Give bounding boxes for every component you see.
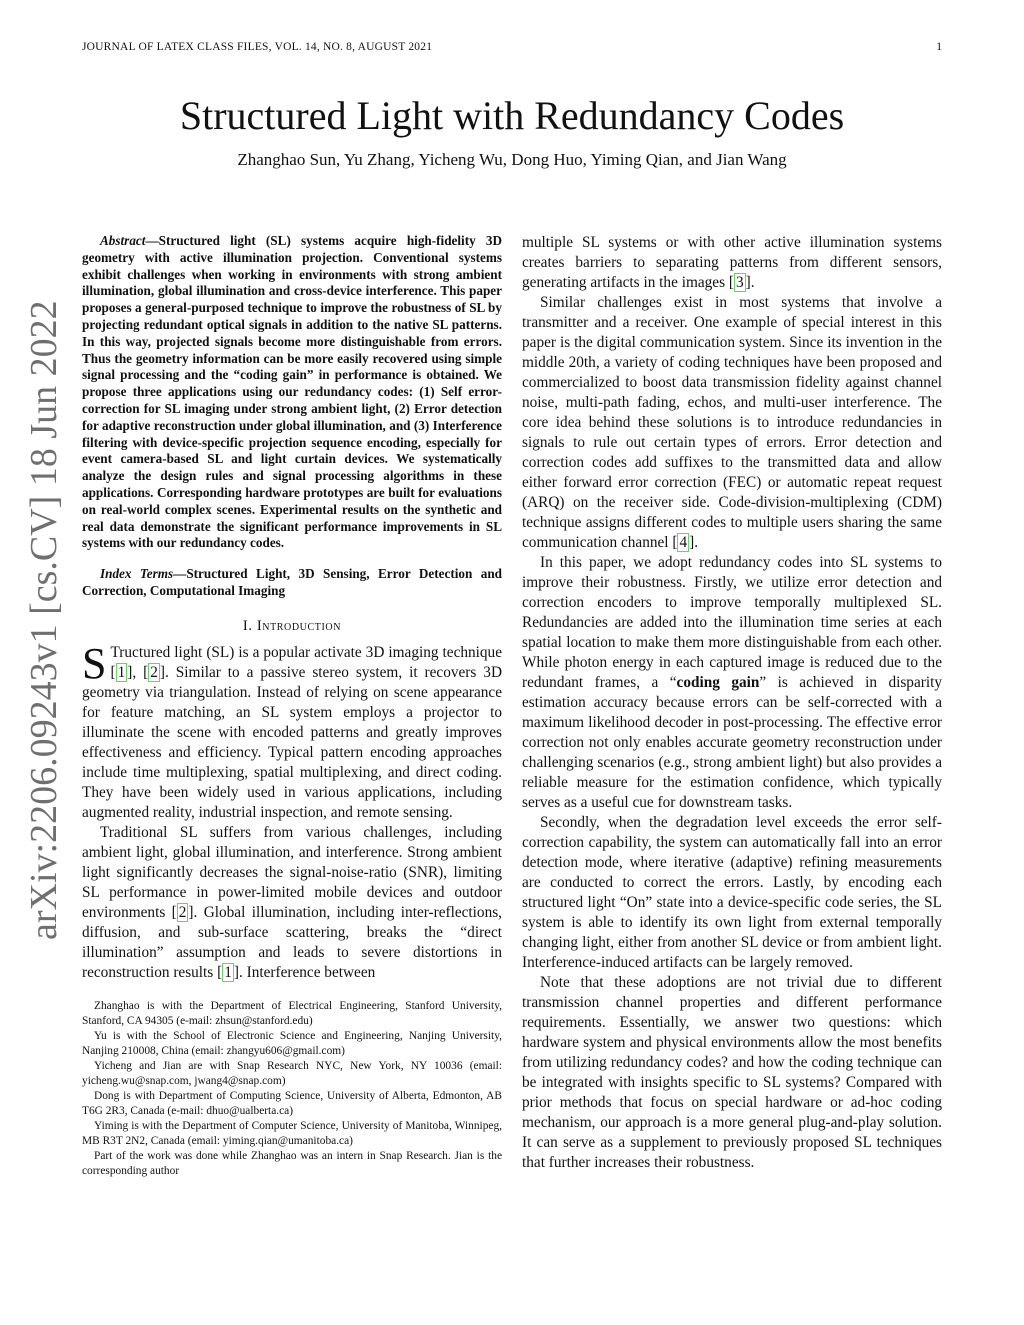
text-run: Tructured light (SL) is a popular activate 3D imaging technique [110, 643, 502, 661]
text-run: . Interference between [238, 963, 376, 981]
footnote: Zhanghao is with the Department of Electrical Engineering, Stanford University, Stanford, CA 94305 (e-mail: zhsun@stanford.edu) [82, 999, 502, 1027]
drop-cap: S [82, 638, 107, 688]
body-paragraph: Similar challenges exist in most systems that involve a transmitter and a receiver. One example of special interest in this paper is the digital communication system. Since its invention in the middle 20th, a variety of coding techniques have been proposed and commercialized to boost data transmission fidelity against channel noise, multi-path fading, echos, and multi-user interference. The core idea behind these solutions is to introduce redundancies in signals to rule out certain types of errors. Error detection and correction codes add suffixes to the transmitted data and allow either forward error correction (FEC) or automatic repeat request (ARQ) on the receiver side. Code-division-multiplexing (CDM) technique assigns different codes to multiple users sharing the same communication channel [ 4 ]. [522, 294, 942, 551]
author-list: Zhanghao Sun, Yu Zhang, Yicheng Wu, Dong Huo, Yiming Qian, and Jian Wang [237, 150, 787, 169]
intro-paragraph-2: Traditional SL suffers from various challenges, including ambient light, global illumination, and interference. Strong ambient light significantly decreases the signal-noise-ratio (SNR), limiting SL performance in power-limited mobile devices and outdoor environments [ 2 ]. Global illumination, including inter-reflections, diffusion, and sub-surface scattering, breaks the “direct illumination” assumption and leads to severe distortions in reconstruction results [ 1 ]. Interference between [82, 823, 503, 981]
running-header: JOURNAL OF LATEX CLASS FILES, VOL. 14, NO. 8, AUGUST 2021 [82, 41, 433, 53]
text-run: Traditional SL suffers from various challenges, including ambient light, global illumination, and interference. Strong ambient light significantly decreases the signal-noise-ratio (SNR), limiting SL performance in power-limited mobile devices and outdoor environments [82, 823, 502, 921]
section-numeral: I. [242, 617, 253, 634]
body-paragraph: Note that these adoptions are not trivial due to different transmission channel properties and different performance requirements. Essentially, we answer two questions: which hardware system and physical environments allow the most benefits from utilizing redundancy codes? and how the coding technique can be integrated with insights specific to SL systems? Compared with prior methods that focus on special hardware or ad-hoc coding mechanism, our approach is a more general plug-and-play solution. It can serve as a supplement to previously proposed SL techniques that further increases their robustness. [522, 974, 942, 1171]
citation-link[interactable]: 1 [224, 963, 232, 981]
citation-link[interactable]: 4 [679, 534, 688, 551]
citation-link[interactable]: 1 [117, 663, 126, 681]
text-run: . [694, 534, 699, 551]
footnote: Yicheng and Jian are with Snap Research NYC, New York, NY 10036 (email: yicheng.wu@snap.com, jwang4@snap.com) [82, 1059, 502, 1087]
text-run: ” is achieved in disparity estimation accuracy because errors can be self-corrected with a maximum likelihood decoder in post-processing. The effective error correction not only enables accurate geometry reconstruction under challenging scenarios (e.g., strong ambient light) but also provides a reliable measure for the estimation confidence, which typically serves as a useful cue for downstream tasks. [522, 674, 942, 811]
text-run: Similar challenges exist in most systems that involve a transmitter and a receiver. One example of special interest in this paper is the digital communication system. Since its invention in the middle 20th, a variety of coding techniques have been proposed and commercialized to boost data transmission fidelity against channel noise, multi-path fading, echos, and multi-user interference. The core idea behind these solutions is to introduce redundancies in signals to rule out certain types of errors. Error detection and correction codes add suffixes to the transmitted data and allow either forward error correction (FEC) or automatic repeat request (ARQ) on the receiver side. Code-division-multiplexing (CDM) technique assigns different codes to multiple users sharing the same communication channel [522, 294, 942, 551]
citation-link[interactable]: 3 [735, 274, 744, 291]
left-column [82, 233, 502, 1179]
text-run: . Similar to a passive stereo system, it recovers 3D geometry via triangulation. Instead of relying on scene appearance for feature matching, an SL system employs a projector to illuminate the scene with encoded patterns and greatly improves effectiveness and efficiency. Typical pattern encoding approaches include time multiplexing, spatial multiplexing, and direct coding. They have been widely used in various applications, including augmented reality, industrial inspection, and remote sensing. [82, 663, 502, 821]
footnotes [82, 999, 502, 1179]
bold-term: coding gain [676, 674, 760, 691]
body-paragraph: Secondly, when the degradation level exceeds the error self-correction capability, the system can automatically fall into an error detection mode, where iterative (adaptive) refining measurements are conducted to correct the errors. Lastly, by encoding each structured light “On” state into a device-specific code series, the SL system is able to identify its own light from external temporally changing light, either from another SL device or from ambient light. Interference-induced artifacts can be largely removed. [522, 814, 942, 971]
paper-title: Structured Light with Redundancy Codes [179, 93, 845, 138]
text-run: . Global illumination, including inter-reflections, diffusion, and sub-surface scattering, breaks the “direct illumination” assumption and leads to severe distortions in reconstruction results [82, 903, 503, 981]
right-column [522, 233, 942, 1173]
citation-link[interactable]: 2 [178, 903, 187, 921]
text-run: multiple SL systems or with other active illumination systems creates barriers to separating patterns from different sensors, generating artifacts in the images [522, 234, 942, 291]
arxiv-stamp: arXiv:2206.09243v1 [cs.CV] 18 Jun 2022 [23, 300, 65, 940]
intro-paragraph-1: S Tructured light (SL) is a popular activate 3D imaging technique [ 1 ], [ 2 ]. Similar to a passive stereo system, it recovers 3D geometry via triangulation. Instead of relying on scene appearance for feature matching, an SL system employs a projector to illuminate the scene with encoded patterns and greatly improves effectiveness and efficiency. Typical pattern encoding approaches include time multiplexing, spatial multiplexing, and direct coding. They have been widely used in various applications, including augmented reality, industrial inspection, and remote sensing. [82, 638, 502, 821]
footnote: Part of the work was done while Zhanghao was an intern in Snap Research. Jian is the corresponding author [82, 1149, 502, 1177]
section-heading [82, 618, 502, 635]
abstract [82, 233, 502, 552]
text-run: . [750, 274, 755, 291]
section-title: Introduction [256, 617, 342, 634]
index-terms-text: —Structured Light, 3D Sensing, Error Detection and Correction, Computational Imaging [82, 566, 502, 598]
page-number: 1 [936, 41, 942, 53]
footnote: Yu is with the School of Electronic Science and Engineering, Nanjing University, Nanjing 210008, China (email: zhangyu606@gmail.com) [82, 1029, 502, 1057]
index-terms-label: Index Terms [100, 566, 174, 582]
footnote: Yiming is with the Department of Computer Science, University of Manitoba, Winnipeg, MB R3T 2N2, Canada (email: yiming.qian@umanitoba.ca) [82, 1119, 502, 1147]
text-run: In this paper, we adopt redundancy codes into SL systems to improve their robustness. Firstly, we utilize error detection and correction encoders to improve temporally multiplexed SL. Redundancies are added into the illumination time series at each spatial location to make them more distinguishable from each other. While photon energy in each captured image is reduced due to the redundant frames, a “ [522, 554, 942, 691]
abstract-label: Abstract [100, 233, 146, 248]
body-paragraph [522, 553, 942, 813]
index-terms [82, 566, 502, 600]
body-paragraph: multiple SL systems or with other active illumination systems creates barriers to separating patterns from different sensors, generating artifacts in the images [ 3 ]. [522, 234, 942, 291]
abstract-text: —Structured light (SL) systems acquire high-fidelity 3D geometry with active illumination projection. Conventional systems exhibit challenges when working in environments with strong ambient illumination, global illumination and cross-device interference. This paper proposes a general-purposed technique to improve the robustness of SL by projecting redundant optical signals in addition to the native SL patterns. In this way, projected signals become more distinguishable from errors. Thus the geometry information can be more easily recovered using simple signal processing and the “coding gain” in performance is obtained. We propose three applications using our redundancy codes: (1) Self error-correction for SL imaging under strong ambient light, (2) Error detection for adaptive reconstruction under global illumination, and (3) Interference filtering with device-specific projection sequence encoding, especially for event camera-based SL and light curtain devices. We systematically analyze the design rules and signal processing algorithms in these applications. Corresponding hardware prototypes are built for evaluations on real-world complex scenes. Experimental results on the synthetic and real data demonstrate the significant performance improvements in SL systems with our redundancy codes. [82, 233, 502, 551]
footnote: Dong is with Department of Computing Science, University of Alberta, Edmonton, AB T6G 2R3, Canada (e-mail: dhuo@ualberta.ca) [82, 1089, 502, 1117]
citation-link[interactable]: 2 [150, 663, 158, 681]
text-run: , [132, 663, 144, 681]
